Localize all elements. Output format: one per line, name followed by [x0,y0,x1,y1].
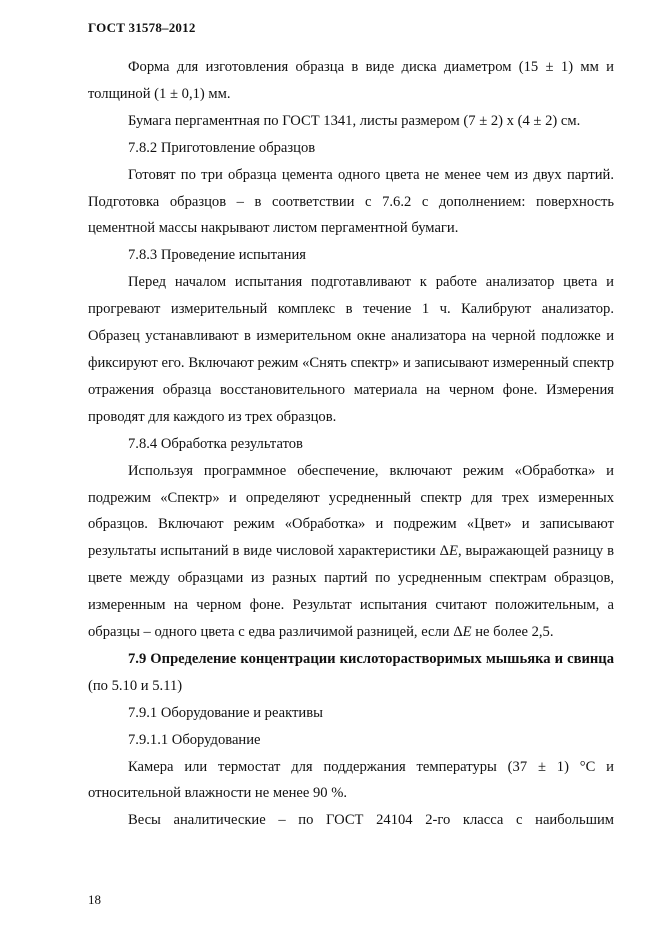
delta-e-symbol: E [449,543,458,560]
section-heading-7-8-2: 7.8.2 Приготовление образцов [128,139,316,156]
results-text-part-1: Используя программное обеспечение, включают режим «Обработка» и подрежим «Спектр» и определяют усредненный спектр для трех измеренных образцов. Включают режим «Обработка» и подрежим «Цвет» и записывают результаты испытаний в виде числовой характеристики Δ [88,462,614,560]
paragraph-analytical-scales: Весы аналитические – по ГОСТ 24104 2-го класса с наибольшим [128,812,614,829]
section-heading-7-9-bold: 7.9 Определение концентрации кислоторастворимых мышьяка и свинца [128,650,614,667]
section-heading-7-9-1-1: 7.9.1.1 Оборудование [128,731,261,748]
paragraph-results-processing [88,458,614,646]
document-body [88,54,614,834]
paragraph-parchment-paper: Бумага пергаментная по ГОСТ 1341, листы размером (7 ± 2) х (4 ± 2) см. [128,112,581,129]
delta-e-symbol: E [462,624,472,641]
section-heading-7-9-ref: (по 5.10 и 5.11) [88,677,183,694]
results-text-part-2: , выражающей разницу в цвете между образцами из разных партий по усредненным спектрам образцов, измеренным на черном фоне. Результат испытания считают положительным, а образцы – одного цвета с едва различимой разницей, если Δ [88,543,614,641]
page-number: 18 [88,892,101,907]
paragraph-mold-form: Форма для изготовления образца в виде диска диаметром (15 ± 1) мм и толщиной (1 ± 0,1) мм. [88,59,614,102]
results-text-part-3: не более 2,5. [471,624,554,641]
section-heading-7-9-1: 7.9.1 Оборудование и реактивы [128,704,323,721]
paragraph-climate-chamber: Камера или термостат для поддержания температуры (37 ± 1) °С и относительной влажности не менее 90 %. [88,758,614,802]
section-heading-7-9 [88,646,614,700]
section-heading-7-8-3: 7.8.3 Проведение испытания [128,247,306,264]
paragraph-sample-preparation: Готовят по три образца цемента одного цвета не менее чем из двух партий. Подготовка образцов – в соответствии с 7.6.2 с дополнением: поверхность цементной массы накрывают листом пергаментной бумаги. [88,166,614,237]
document-header: ГОСТ 31578–2012 [88,20,196,35]
paragraph-test-procedure: Перед началом испытания подготавливают к работе анализатор цвета и прогревают измерительный комплекс в течение 1 ч. Калибруют анализатор. Образец устанавливают в измерительном окне анализатора на черной подложке и фиксируют его. Включают режим «Снять спектр» и записывают измеренный спектр отражения образца восстановительного материала на черном фоне. Измерения проводят для каждого из трех образцов. [88,274,614,425]
section-heading-7-8-4: 7.8.4 Обработка результатов [128,435,303,452]
